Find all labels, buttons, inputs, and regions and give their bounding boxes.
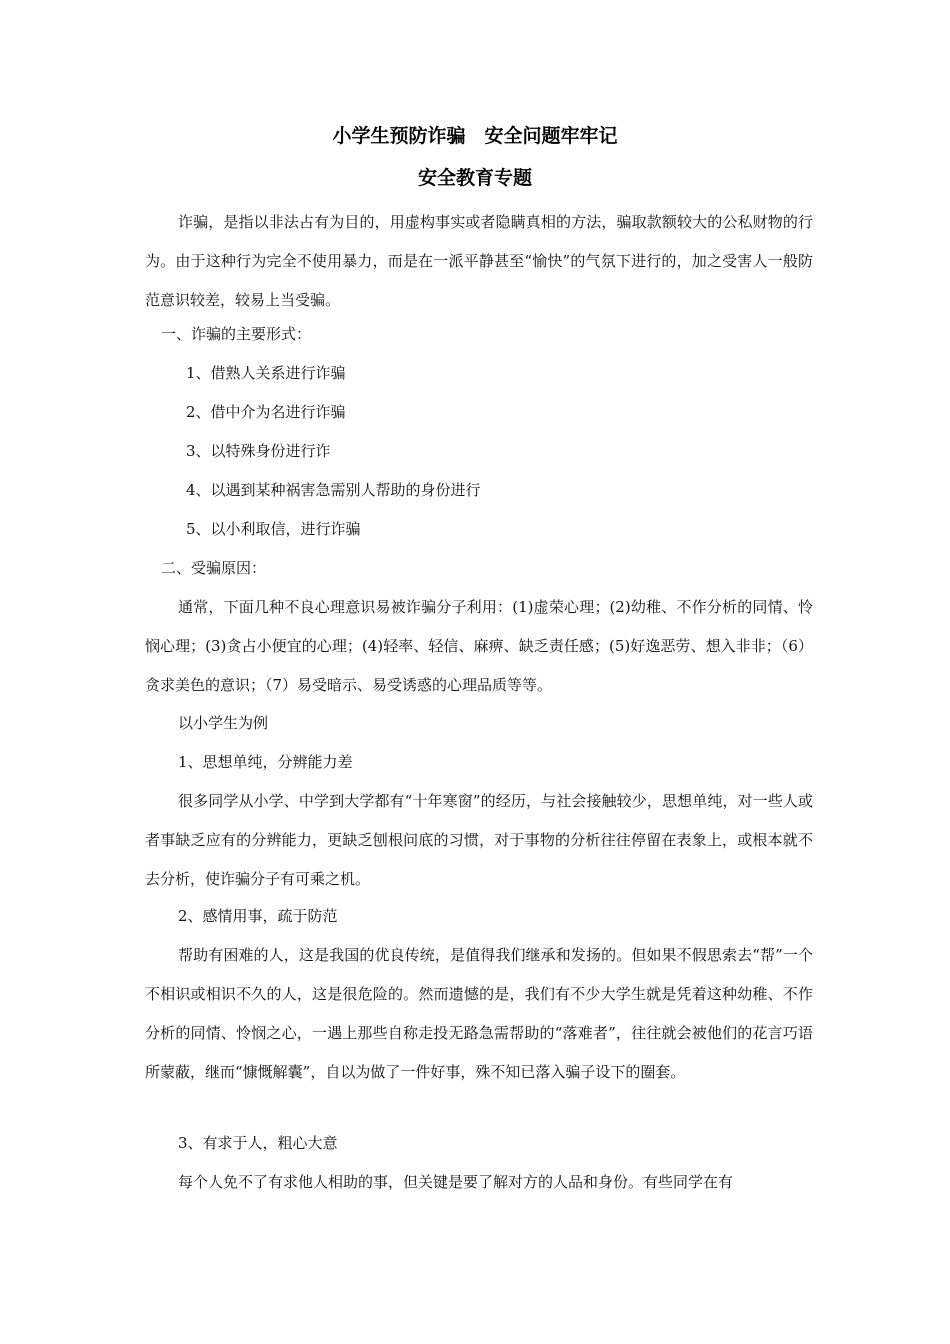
reason-heading: 1、思想单纯，分辨能力差 xyxy=(178,753,353,771)
list-item: 3、以特殊身份进行诈 xyxy=(186,442,331,460)
intro-paragraph: 诈骗，是指以非法占有为目的，用虚构事实或者隐瞒真相的方法，骗取款额较大的公私财物的行为。由于这种行为完全不使用暴力，而是在一派平静甚至“愉快”的气氛下进行的，加之受害人一般防范意识较差，较易上当受骗。 xyxy=(145,213,813,309)
reason-paragraph: 帮助有困难的人，这是我国的优良传统，是值得我们继承和发扬的。但如果不假思索去“帮”一个不相识或相识不久的人，这是很危险的。然而遗憾的是，我们有不少大学生就是凭着这种幼稚、不作分析的同情、怜悯之心，一遇上那些自称走投无路急需帮助的“落难者”，往往就会被他们的花言巧语所蒙蔽，继而“慷慨解囊”，自以为做了一件好事，殊不知已落入骗子设下的圈套。 xyxy=(145,946,813,1081)
document-title: 小学生预防诈骗 安全问题牢牢记 xyxy=(332,125,618,147)
reason-paragraph: 很多同学从小学、中学到大学都有“十年寒窗”的经历，与社会接触较少，思想单纯，对一些人或者事缺乏应有的分辨能力，更缺乏刨根问底的习惯，对于事物的分析往往停留在表象上，或根本就不去分析，使诈骗分子有可乘之机。 xyxy=(145,792,813,888)
section2-paragraph: 通常，下面几种不良心理意识易被诈骗分子利用：(1)虚荣心理；(2)幼稚、不作分析的同情、怜悯心理；(3)贪占小便宜的心理；(4)轻率、轻信、麻痹、缺乏责任感；(5)好逸恶劳、想入非非；（6）贪求美色的意识；（7）易受暗示、易受诱惑的心理品质等等。 xyxy=(145,598,813,694)
example-label: 以小学生为例 xyxy=(178,714,269,732)
list-item: 1、借熟人关系进行诈骗 xyxy=(186,364,346,382)
list-item: 4、以遇到某种祸害急需别人帮助的身份进行 xyxy=(186,481,481,499)
reason-heading: 2、感情用事，疏于防范 xyxy=(178,907,338,925)
list-item: 5、以小利取信，进行诈骗 xyxy=(186,520,361,538)
reason-heading: 3、有求于人，粗心大意 xyxy=(178,1134,338,1152)
section2-heading: 二、受骗原因： xyxy=(161,559,267,577)
document-subtitle: 安全教育专题 xyxy=(417,167,532,189)
list-item: 2、借中介为名进行诈骗 xyxy=(186,403,346,421)
reason-paragraph: 每个人免不了有求他人相助的事，但关键是要了解对方的人品和身份。有些同学在有 xyxy=(178,1173,734,1191)
section1-heading: 一、诈骗的主要形式： xyxy=(161,325,312,343)
